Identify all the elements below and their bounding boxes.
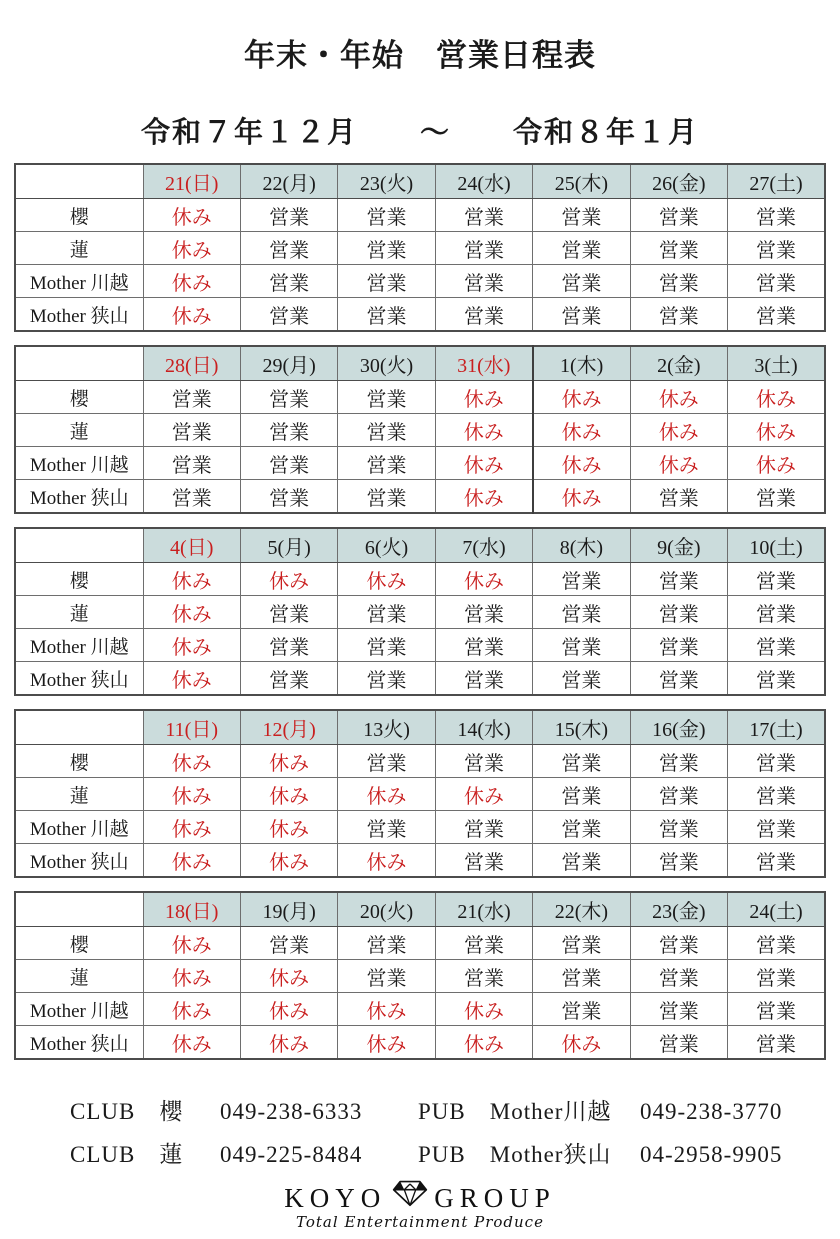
- venue-name-cell: 櫻: [15, 745, 143, 778]
- date-header-cell: 21(日): [143, 164, 240, 199]
- status-cell: 営業: [338, 596, 435, 629]
- status-cell: 営業: [630, 993, 727, 1026]
- venue-row: [15, 993, 825, 1026]
- status-cell: 休み: [435, 563, 532, 596]
- date-header-cell: 29(月): [240, 346, 337, 381]
- date-header-row: [15, 710, 825, 745]
- status-cell: 営業: [533, 960, 630, 993]
- status-cell: 営業: [338, 232, 435, 265]
- venue-row: [15, 596, 825, 629]
- venue-row: [15, 1026, 825, 1060]
- status-cell: 営業: [338, 745, 435, 778]
- status-cell: 休み: [728, 447, 825, 480]
- status-cell: 休み: [240, 960, 337, 993]
- status-cell: 休み: [240, 1026, 337, 1060]
- status-cell: 休み: [143, 811, 240, 844]
- status-cell: 営業: [533, 778, 630, 811]
- status-cell: 営業: [630, 844, 727, 878]
- venue-row: [15, 381, 825, 414]
- date-header-cell: 8(木): [533, 528, 630, 563]
- status-cell: 営業: [533, 993, 630, 1026]
- venue-name-cell: Mother 川越: [15, 265, 143, 298]
- status-cell: 営業: [728, 662, 825, 696]
- status-cell: 営業: [435, 596, 532, 629]
- venue-name-cell: 蓮: [15, 778, 143, 811]
- status-cell: 営業: [240, 596, 337, 629]
- venue-name-cell: 蓮: [15, 414, 143, 447]
- venue-name-cell: 櫻: [15, 927, 143, 960]
- status-cell: 営業: [338, 199, 435, 232]
- date-header-cell: 15(木): [533, 710, 630, 745]
- date-header-cell: 5(月): [240, 528, 337, 563]
- status-cell: 営業: [338, 298, 435, 332]
- status-cell: 営業: [338, 960, 435, 993]
- venue-row: [15, 199, 825, 232]
- corner-cell: [15, 528, 143, 563]
- venue-row: [15, 232, 825, 265]
- status-cell: 営業: [630, 629, 727, 662]
- status-cell: 営業: [533, 927, 630, 960]
- status-cell: 営業: [533, 844, 630, 878]
- status-cell: 営業: [630, 778, 727, 811]
- schedule-page: [14, 0, 826, 1231]
- status-cell: 営業: [728, 844, 825, 878]
- date-header-cell: 28(日): [143, 346, 240, 381]
- status-cell: 休み: [240, 993, 337, 1026]
- status-cell: 営業: [728, 232, 825, 265]
- date-header-cell: 27(土): [728, 164, 825, 199]
- company-logo: [14, 1180, 826, 1231]
- status-cell: 営業: [338, 480, 435, 514]
- status-cell: 営業: [630, 232, 727, 265]
- status-cell: 休み: [240, 563, 337, 596]
- date-header-cell: 24(水): [435, 164, 532, 199]
- status-cell: 営業: [728, 960, 825, 993]
- venue-row: [15, 480, 825, 514]
- schedule-table: [14, 527, 826, 696]
- status-cell: 営業: [728, 298, 825, 332]
- status-cell: 営業: [630, 199, 727, 232]
- tables: [14, 163, 826, 1060]
- status-cell: 営業: [240, 414, 337, 447]
- schedule-table: [14, 163, 826, 332]
- status-cell: 休み: [143, 563, 240, 596]
- date-header-cell: 21(水): [435, 892, 532, 927]
- status-cell: 休み: [143, 745, 240, 778]
- date-header-cell: 4(日): [143, 528, 240, 563]
- venue-name-cell: Mother 川越: [15, 993, 143, 1026]
- venue-row: [15, 629, 825, 662]
- status-cell: 休み: [143, 960, 240, 993]
- date-header-cell: 23(金): [630, 892, 727, 927]
- status-cell: 休み: [533, 447, 630, 480]
- status-cell: 営業: [435, 232, 532, 265]
- status-cell: 休み: [240, 844, 337, 878]
- status-cell: 営業: [630, 596, 727, 629]
- status-cell: 営業: [435, 811, 532, 844]
- status-cell: 営業: [143, 480, 240, 514]
- status-cell: 営業: [240, 480, 337, 514]
- venue-name-cell: Mother 狭山: [15, 662, 143, 696]
- status-cell: 営業: [728, 745, 825, 778]
- phone-number: 049-225-8484: [220, 1142, 363, 1167]
- status-cell: 営業: [435, 745, 532, 778]
- status-cell: 休み: [338, 993, 435, 1026]
- status-cell: 営業: [435, 265, 532, 298]
- page-title: 年末・年始 営業日程表: [244, 38, 596, 73]
- status-cell: 休み: [338, 1026, 435, 1060]
- page-subtitle: 令和７年１２月 ～ 令和８年１月: [140, 117, 699, 149]
- date-header-cell: 10(土): [728, 528, 825, 563]
- status-cell: 営業: [338, 662, 435, 696]
- status-cell: 営業: [630, 811, 727, 844]
- contact-list: [14, 1090, 826, 1176]
- status-cell: 営業: [630, 960, 727, 993]
- status-cell: 休み: [338, 778, 435, 811]
- status-cell: 営業: [338, 811, 435, 844]
- venue-name: PUB Mother川越: [418, 1099, 612, 1124]
- date-header-row: [15, 164, 825, 199]
- status-cell: 営業: [630, 662, 727, 696]
- status-cell: 営業: [240, 265, 337, 298]
- status-cell: 休み: [728, 381, 825, 414]
- status-cell: 営業: [435, 960, 532, 993]
- status-cell: 営業: [728, 629, 825, 662]
- status-cell: 休み: [533, 480, 630, 514]
- date-header-cell: 9(金): [630, 528, 727, 563]
- status-cell: 休み: [533, 414, 630, 447]
- venue-name-cell: 蓮: [15, 960, 143, 993]
- status-cell: 営業: [728, 563, 825, 596]
- venue-name: CLUB 蓮: [70, 1142, 184, 1167]
- status-cell: 営業: [143, 381, 240, 414]
- date-header-cell: 11(日): [143, 710, 240, 745]
- status-cell: 営業: [728, 596, 825, 629]
- status-cell: 休み: [728, 414, 825, 447]
- date-header-cell: 1(木): [533, 346, 630, 381]
- logo-tagline: Total Entertainment Produce: [296, 1213, 544, 1231]
- status-cell: 営業: [338, 414, 435, 447]
- status-cell: 休み: [143, 265, 240, 298]
- date-header-cell: 24(土): [728, 892, 825, 927]
- status-cell: 営業: [338, 629, 435, 662]
- status-cell: 営業: [240, 447, 337, 480]
- status-cell: 営業: [533, 199, 630, 232]
- status-cell: 営業: [338, 381, 435, 414]
- status-cell: 営業: [728, 811, 825, 844]
- status-cell: 営業: [533, 662, 630, 696]
- status-cell: 営業: [533, 265, 630, 298]
- date-header-cell: 25(木): [533, 164, 630, 199]
- status-cell: 営業: [630, 927, 727, 960]
- date-header-cell: 30(火): [338, 346, 435, 381]
- status-cell: 休み: [143, 596, 240, 629]
- status-cell: 休み: [143, 662, 240, 696]
- venue-row: [15, 778, 825, 811]
- status-cell: 営業: [533, 298, 630, 332]
- corner-cell: [15, 164, 143, 199]
- status-cell: 休み: [143, 1026, 240, 1060]
- status-cell: 営業: [728, 993, 825, 1026]
- status-cell: 休み: [143, 232, 240, 265]
- status-cell: 休み: [143, 927, 240, 960]
- date-header-cell: 20(火): [338, 892, 435, 927]
- date-header-row: [15, 892, 825, 927]
- venue-name-cell: 櫻: [15, 199, 143, 232]
- date-header-cell: 16(金): [630, 710, 727, 745]
- venue-row: [15, 927, 825, 960]
- venue-row: [15, 662, 825, 696]
- status-cell: 営業: [240, 199, 337, 232]
- status-cell: 営業: [728, 265, 825, 298]
- status-cell: 営業: [435, 844, 532, 878]
- date-header-row: [15, 346, 825, 381]
- status-cell: 休み: [630, 447, 727, 480]
- status-cell: 休み: [240, 745, 337, 778]
- status-cell: 営業: [338, 265, 435, 298]
- date-header-cell: 23(火): [338, 164, 435, 199]
- status-cell: 休み: [240, 778, 337, 811]
- status-cell: 営業: [533, 596, 630, 629]
- status-cell: 営業: [435, 199, 532, 232]
- date-header-cell: 7(水): [435, 528, 532, 563]
- status-cell: 営業: [728, 480, 825, 514]
- status-cell: 休み: [435, 993, 532, 1026]
- venue-name-cell: Mother 狭山: [15, 298, 143, 332]
- venue-row: [15, 960, 825, 993]
- status-cell: 営業: [630, 745, 727, 778]
- status-cell: 営業: [533, 232, 630, 265]
- status-cell: 営業: [240, 232, 337, 265]
- status-cell: 営業: [630, 480, 727, 514]
- status-cell: 休み: [143, 778, 240, 811]
- date-header-cell: 19(月): [240, 892, 337, 927]
- venue-name-cell: Mother 川越: [15, 811, 143, 844]
- date-header-row: [15, 528, 825, 563]
- status-cell: 休み: [338, 844, 435, 878]
- contact-line: [70, 1090, 826, 1133]
- status-cell: 休み: [630, 381, 727, 414]
- status-cell: 営業: [435, 629, 532, 662]
- status-cell: 営業: [240, 927, 337, 960]
- date-header-cell: 17(土): [728, 710, 825, 745]
- venue-row: [15, 563, 825, 596]
- phone-number: 049-238-6333: [220, 1099, 363, 1124]
- venue-name-cell: Mother 狭山: [15, 480, 143, 514]
- phone-number: 049-238-3770: [640, 1099, 783, 1124]
- venue-row: [15, 447, 825, 480]
- venue-name: PUB Mother狭山: [418, 1142, 612, 1167]
- phone-number: 04-2958-9905: [640, 1142, 783, 1167]
- date-header-cell: 26(金): [630, 164, 727, 199]
- status-cell: 休み: [143, 298, 240, 332]
- status-cell: 営業: [533, 629, 630, 662]
- status-cell: 営業: [435, 927, 532, 960]
- corner-cell: [15, 892, 143, 927]
- date-header-cell: 2(金): [630, 346, 727, 381]
- status-cell: 休み: [435, 447, 532, 480]
- status-cell: 営業: [240, 298, 337, 332]
- status-cell: 営業: [728, 1026, 825, 1060]
- status-cell: 休み: [533, 1026, 630, 1060]
- status-cell: 営業: [143, 414, 240, 447]
- status-cell: 休み: [435, 778, 532, 811]
- venue-row: [15, 265, 825, 298]
- status-cell: 営業: [630, 298, 727, 332]
- status-cell: 営業: [143, 447, 240, 480]
- venue-row: [15, 745, 825, 778]
- contact-line: [70, 1133, 826, 1176]
- logo-text-left: KOYO: [284, 1182, 387, 1213]
- status-cell: 営業: [533, 745, 630, 778]
- status-cell: 休み: [143, 993, 240, 1026]
- status-cell: 休み: [630, 414, 727, 447]
- status-cell: 営業: [533, 811, 630, 844]
- date-header-cell: 22(月): [240, 164, 337, 199]
- status-cell: 営業: [728, 199, 825, 232]
- status-cell: 営業: [728, 927, 825, 960]
- status-cell: 営業: [630, 265, 727, 298]
- venue-name-cell: 蓮: [15, 232, 143, 265]
- status-cell: 休み: [435, 1026, 532, 1060]
- date-header-cell: 18(日): [143, 892, 240, 927]
- logo-text-right: GROUP: [434, 1182, 556, 1213]
- status-cell: 休み: [435, 480, 532, 514]
- status-cell: 休み: [435, 381, 532, 414]
- venue-name-cell: Mother 狭山: [15, 844, 143, 878]
- venue-name-cell: 櫻: [15, 563, 143, 596]
- date-header-cell: 22(木): [533, 892, 630, 927]
- status-cell: 営業: [728, 778, 825, 811]
- status-cell: 休み: [533, 381, 630, 414]
- status-cell: 休み: [143, 844, 240, 878]
- status-cell: 営業: [240, 662, 337, 696]
- status-cell: 営業: [533, 563, 630, 596]
- schedule-table: [14, 891, 826, 1060]
- status-cell: 営業: [338, 927, 435, 960]
- venue-name-cell: 蓮: [15, 596, 143, 629]
- status-cell: 休み: [143, 199, 240, 232]
- status-cell: 休み: [240, 811, 337, 844]
- venue-row: [15, 844, 825, 878]
- venue-name: CLUB 櫻: [70, 1099, 184, 1124]
- status-cell: 営業: [435, 662, 532, 696]
- status-cell: 営業: [338, 447, 435, 480]
- schedule-table: [14, 345, 826, 514]
- date-header-cell: 12(月): [240, 710, 337, 745]
- status-cell: 営業: [240, 629, 337, 662]
- status-cell: 営業: [630, 563, 727, 596]
- date-header-cell: 14(水): [435, 710, 532, 745]
- date-header-cell: 13火): [338, 710, 435, 745]
- schedule-table: [14, 709, 826, 878]
- venue-name-cell: Mother 狭山: [15, 1026, 143, 1060]
- date-header-cell: 6(火): [338, 528, 435, 563]
- venue-name-cell: Mother 川越: [15, 447, 143, 480]
- status-cell: 営業: [630, 1026, 727, 1060]
- venue-row: [15, 298, 825, 332]
- venue-row: [15, 414, 825, 447]
- venue-row: [15, 811, 825, 844]
- status-cell: 営業: [240, 381, 337, 414]
- corner-cell: [15, 346, 143, 381]
- status-cell: 営業: [435, 298, 532, 332]
- venue-name-cell: 櫻: [15, 381, 143, 414]
- date-header-cell: 31(水): [435, 346, 532, 381]
- venue-name-cell: Mother 川越: [15, 629, 143, 662]
- status-cell: 休み: [143, 629, 240, 662]
- corner-cell: [15, 710, 143, 745]
- date-header-cell: 3(土): [728, 346, 825, 381]
- diamond-gem-icon: [392, 1178, 428, 1215]
- status-cell: 休み: [435, 414, 532, 447]
- status-cell: 休み: [338, 563, 435, 596]
